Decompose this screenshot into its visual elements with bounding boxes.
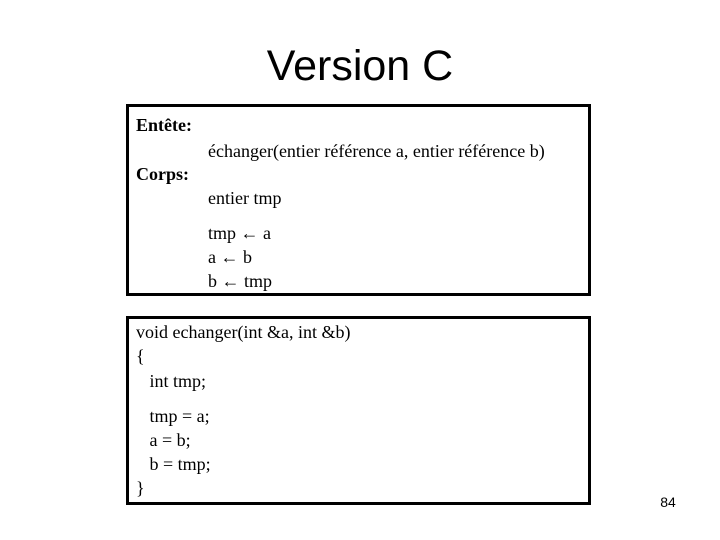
code-line: a = b; [136,430,191,450]
pseudocode-box [126,104,591,296]
header-label: Entête: [136,115,192,135]
code-line: tmp = a; [136,406,210,426]
code-line: b = tmp; [136,454,211,474]
function-signature: échanger(entier référence a, entier référence b) [208,141,545,161]
slide-title: Version C [266,42,454,90]
code-box [126,316,591,505]
code-line: } [136,478,145,498]
code-line: void echanger(int &a, int &b) [136,322,351,342]
code-line: { [136,346,145,366]
body-label: Corps: [136,164,189,184]
pseudocode-line: tmp ← a [208,223,271,243]
pseudocode-line: entier tmp [208,188,282,208]
page-number: 84 [660,494,676,510]
code-line: int tmp; [136,371,207,391]
pseudocode-line: b ← tmp [208,271,273,291]
pseudocode-line: a ← b [208,247,252,267]
